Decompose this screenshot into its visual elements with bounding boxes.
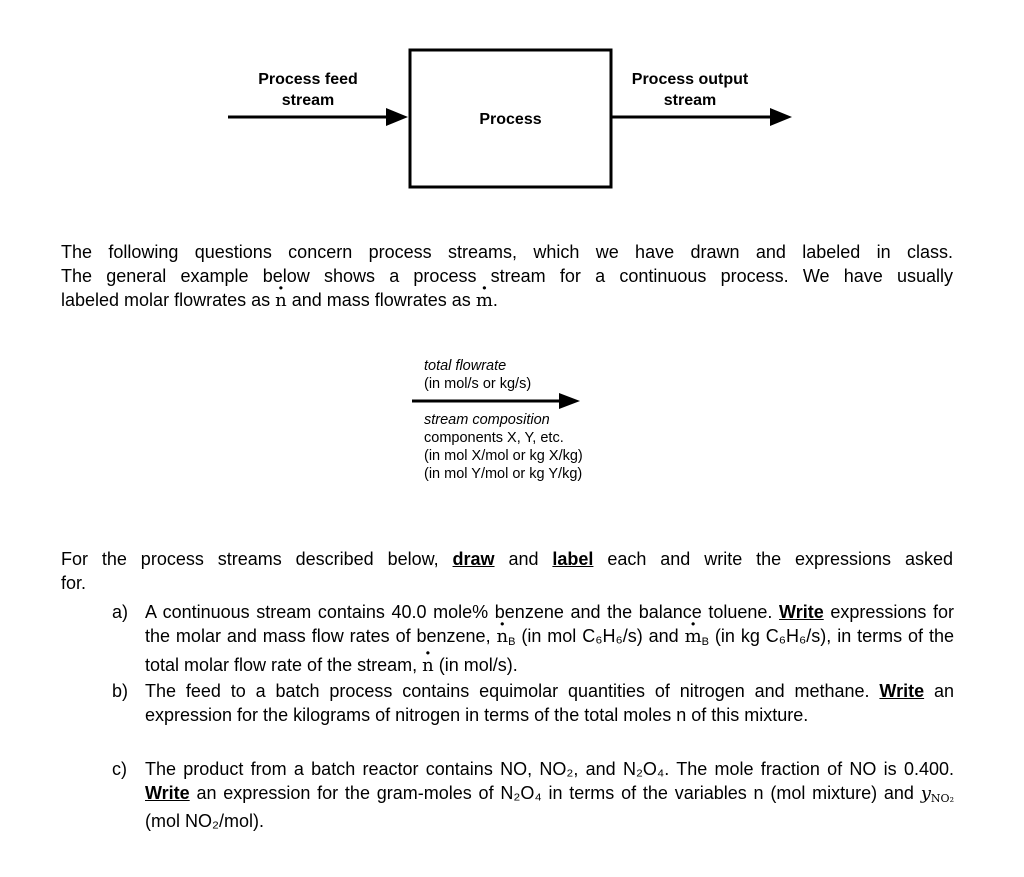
feed-label (238, 69, 378, 111)
draw-emphasis: draw (452, 549, 495, 569)
n-dot-symbol: · n (275, 289, 287, 313)
n-total-symbol: · n (422, 654, 434, 678)
m-b-symbol: · m (685, 625, 702, 649)
n-b-symbol: · n (497, 625, 509, 649)
process-diagram (0, 0, 1024, 200)
intro-line1: The following questions concern process streams, which we have drawn and labeled in class. (61, 242, 953, 262)
instructions-paragraph (61, 547, 953, 595)
question-b-text: The feed to a batch process contains equimolar quantities of nitrogen and methane. Write an expression for the kilograms of nitrogen in terms of the total moles n of this mixture. (145, 681, 954, 725)
write-emphasis-b: Write (879, 681, 925, 701)
m-dot-symbol: · m (476, 289, 493, 313)
y-no2-subscript: NO₂ (930, 791, 954, 805)
units-x-label: (in mol X/mol or kg X/kg) (424, 448, 583, 464)
feed-label-line1: Process feed (258, 71, 358, 88)
stream-arrow-head (559, 393, 580, 409)
units-y-label: (in mol Y/mol or kg Y/kg) (424, 466, 583, 482)
output-arrow-head (770, 108, 792, 126)
stream-composition-block (424, 411, 583, 483)
instructions-line1: For the process streams described below, draw and label each and write the expressions asked (61, 549, 953, 569)
feed-label-line2: stream (281, 92, 335, 109)
intro-line3-a: labeled molar flowrates as (61, 290, 271, 310)
question-c-text: The product from a batch reactor contains NO, NO₂, and N₂O₄. The mole fraction of NO is 0.400. Write an expression for the gram-moles of N₂O₄ in terms of the variables n (mol mixture) and $y_{NO_2}$ (mol NO₂/mol). (145, 759, 954, 831)
question-c-letter: c) (112, 759, 127, 779)
question-a-letter: a) (112, 602, 129, 622)
question-b (112, 680, 954, 727)
write-emphasis-c: Write (145, 782, 190, 803)
y-no2-symbol: y (920, 782, 931, 804)
stream-composition-label: stream composition (424, 412, 550, 428)
intro-paragraph (61, 240, 953, 313)
instructions-line2: for. (61, 573, 87, 593)
question-b-letter: b) (112, 681, 129, 701)
write-emphasis-a: Write (779, 602, 824, 622)
output-label-line2: stream (663, 92, 717, 109)
process-label: Process (479, 111, 542, 128)
output-label-line1: Process output (631, 71, 749, 88)
feed-arrow-head (386, 108, 408, 126)
intro-line3 (61, 288, 953, 313)
flow-units-label: (in mol/s or kg/s) (424, 376, 532, 392)
intro-line3-c: . (492, 290, 498, 310)
components-label: components X, Y, etc. (424, 430, 564, 446)
output-label (615, 69, 765, 111)
total-flowrate-label: total flowrate (424, 358, 507, 374)
label-emphasis: label (552, 549, 594, 569)
question-a-text: A continuous stream contains 40.0 mole% benzene and the balance toluene. Write expressions for the molar and mass flow rates of benzene, · $n_B$ (in mol C₆H₆/s) and · $m_B$ (in kg C₆H₆/s), in terms of the total molar flow rate of the stream, · n (in mol/s). (145, 601, 954, 678)
question-a (112, 601, 954, 678)
question-c (112, 758, 954, 834)
intro-line3-b: and mass flowrates as (291, 290, 471, 310)
intro-line2: The general example below shows a process stream for a continuous process. We have usually (61, 266, 953, 286)
